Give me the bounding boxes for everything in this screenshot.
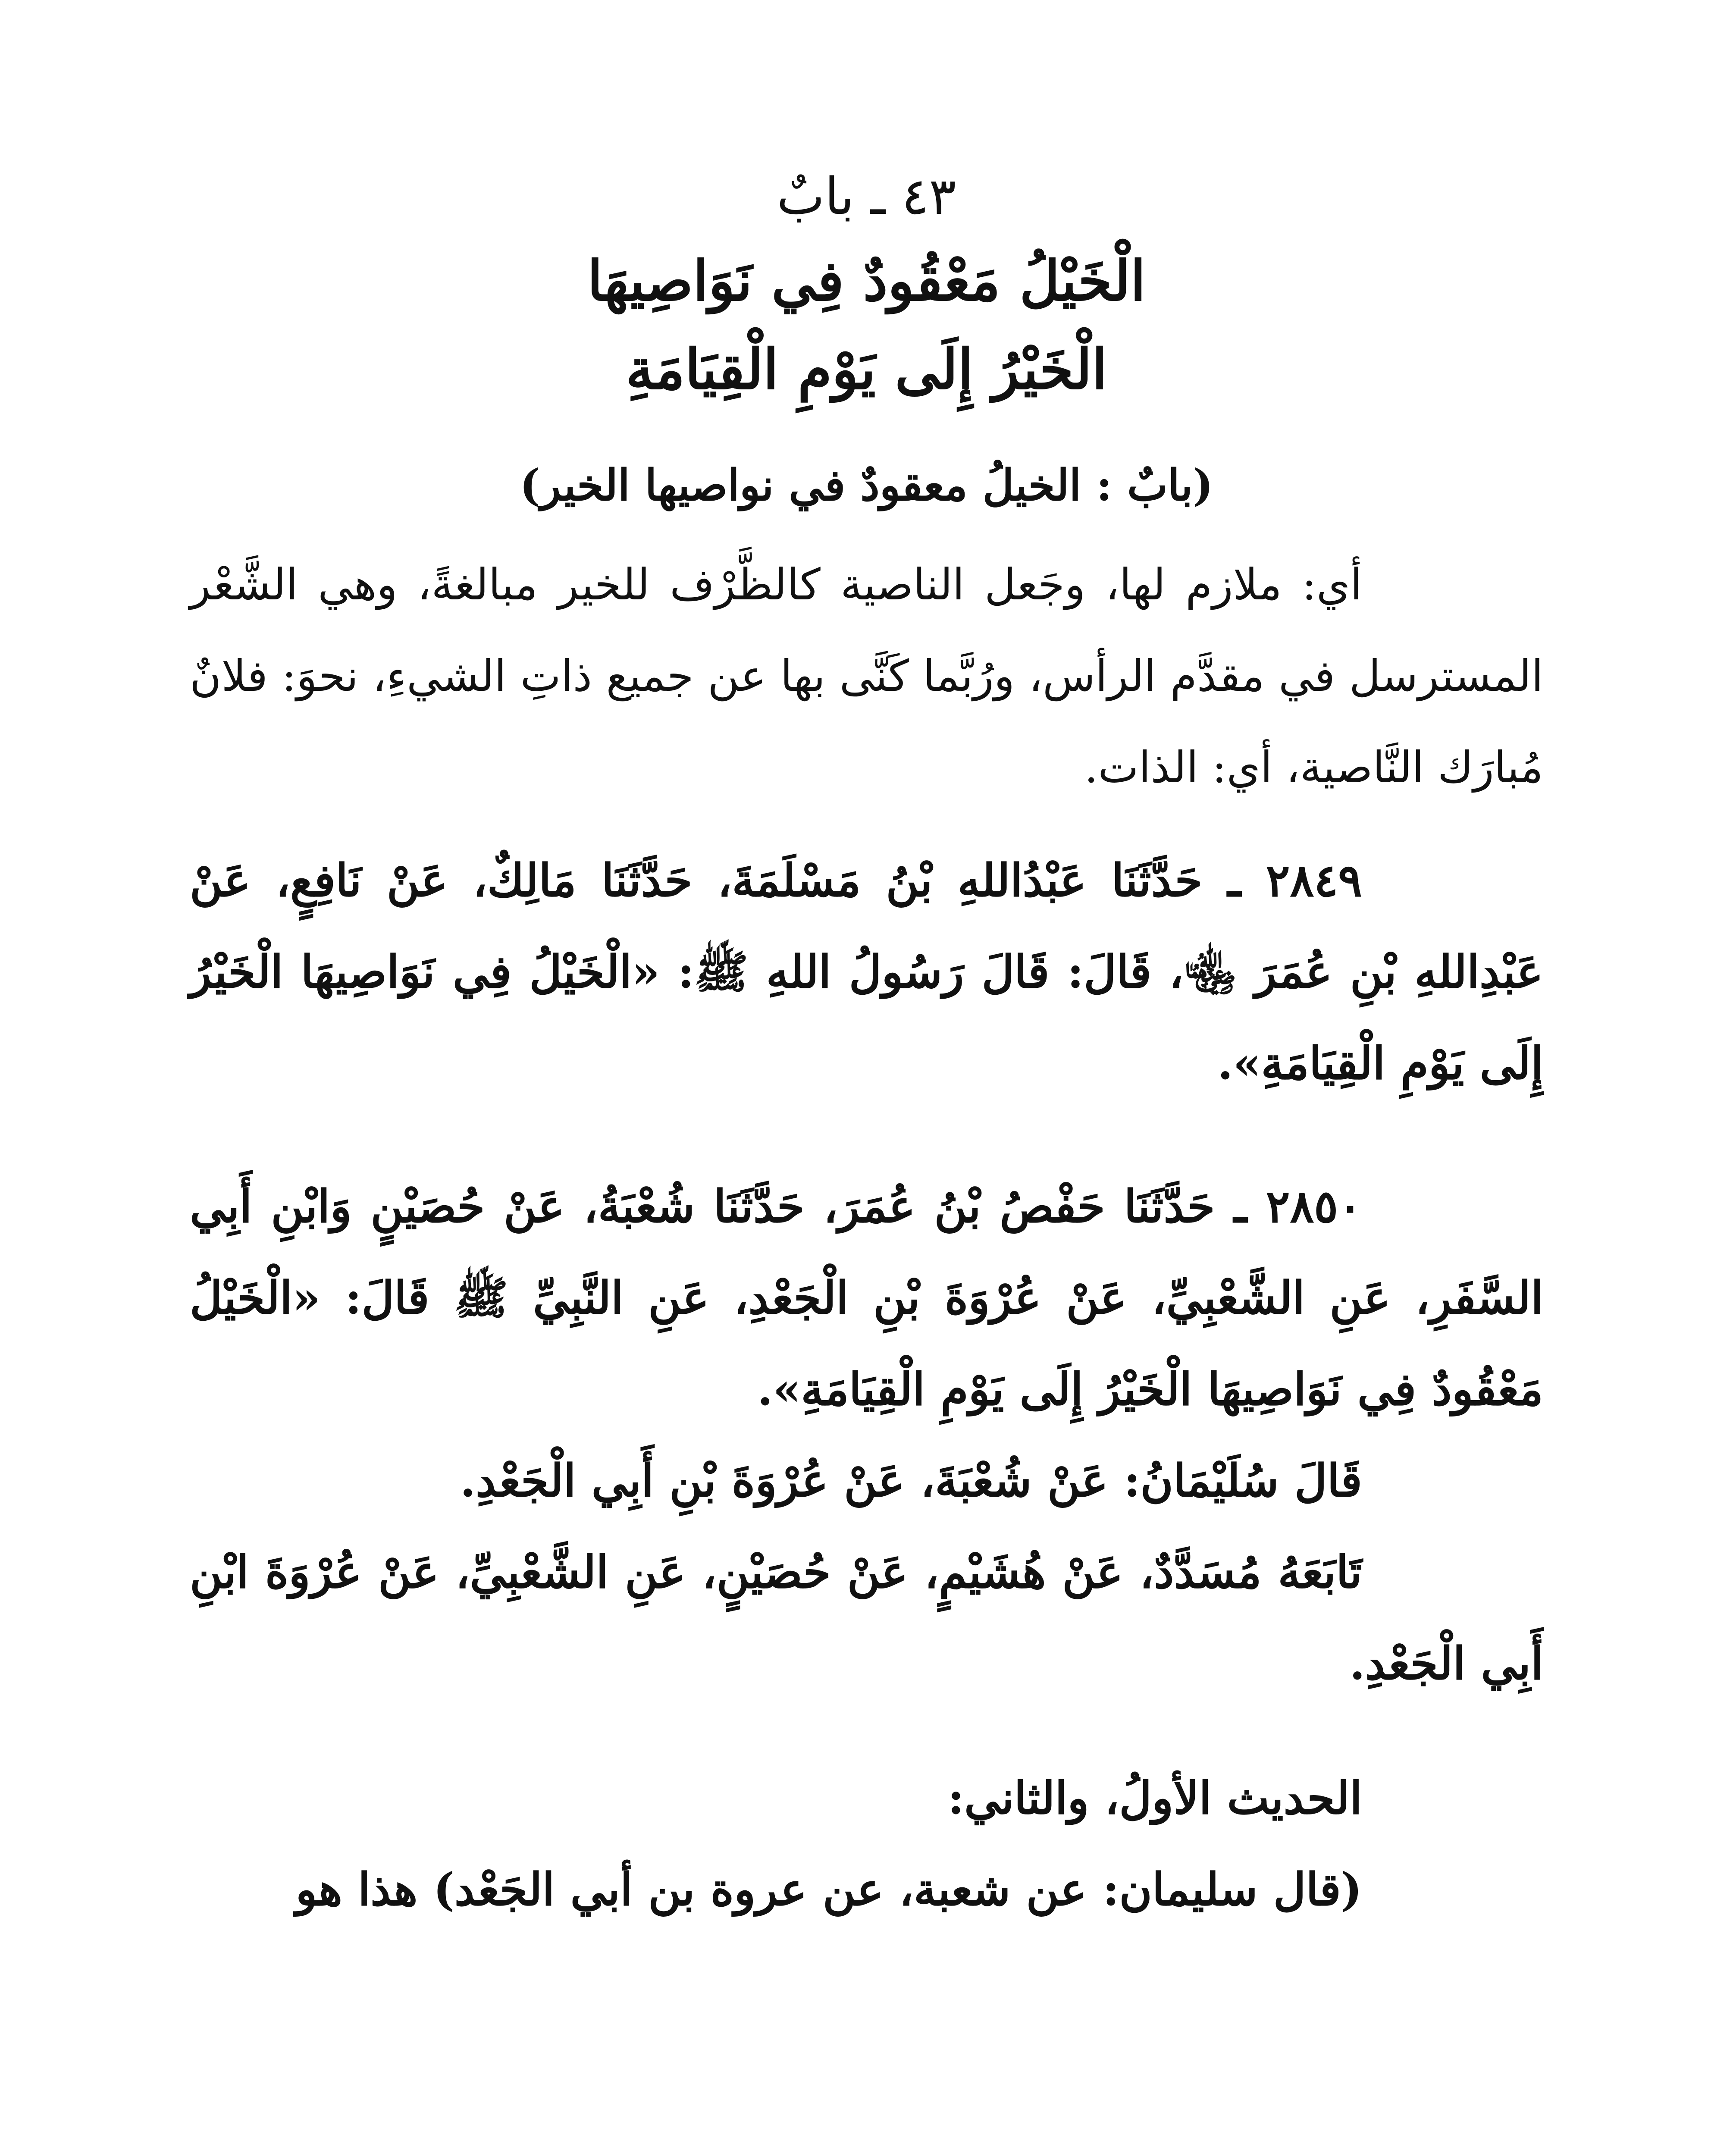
commentary-paragraph: أي: ملازم لها، وجَعل الناصية كالظَّرْف للخير مبالغةً، وهي الشَّعْر المسترسل في مقدَّم الرأس، ورُبَّما كَنَّى بها عن جميع ذاتِ الشيءِ، نحوَ: فلانٌ مُبارَك النَّاصية، أي: الذات. — [190, 559, 1543, 793]
commentary-heading: الحديث الأولُ، والثاني: — [947, 1771, 1362, 1824]
chapter-title-line-1: الْخَيْلُ مَعْقُودٌ فِي نَوَاصِيهَا — [587, 249, 1146, 313]
chapter-title — [190, 237, 1543, 414]
hadith-2849: ٢٨٤٩ ـ حَدَّثَنَا عَبْدُاللهِ بْنُ مَسْلَمَةَ، حَدَّثَنَا مَالِكٌ، عَنْ نَافِعٍ، عَنْ عَبْدِاللهِ بْنِ عُمَرَ ﵄، قَالَ: قَالَ رَسُولُ اللهِ ﷺ: «الْخَيْلُ فِي نَوَاصِيهَا الْخَيْرُ إِلَى يَوْمِ الْقِيَامَةِ». — [190, 854, 1543, 1090]
section-subtitle: (بابٌ : الخيلُ معقودٌ في نواصيها الخير) — [520, 460, 1213, 511]
hadith-2850: ٢٨٥٠ ـ حَدَّثَنَا حَفْصُ بْنُ عُمَرَ، حَدَّثَنَا شُعْبَةُ، عَنْ حُصَيْنٍ وَابْنِ أَبِي السَّفَرِ، عَنِ الشَّعْبِيِّ، عَنْ عُرْوَةَ بْنِ الْجَعْدِ، عَنِ النَّبِيِّ ﷺ قَالَ: «الْخَيْلُ مَعْقُودٌ فِي نَوَاصِيهَا الْخَيْرُ إِلَى يَوْمِ الْقِيَامَةِ». — [190, 1180, 1543, 1416]
qala-sulayman-line: قَالَ سُلَيْمَانُ: عَنْ شُعْبَةَ، عَنْ عُرْوَةَ بْنِ أَبِي الْجَعْدِ. — [460, 1454, 1362, 1507]
commentary-paragraph-2: (قال سليمان: عن شعبة، عن عروة بن أبي الجَعْد) هذا هو — [295, 1863, 1362, 1916]
tabaahu-paragraph: تَابَعَهُ مُسَدَّدٌ، عَنْ هُشَيْمٍ، عَنْ حُصَيْنٍ، عَنِ الشَّعْبِيِّ، عَنْ عُرْوَةَ ابْنِ أَبِي الْجَعْدِ. — [190, 1545, 1543, 1690]
chapter-heading: ٤٣ ـ بابٌ — [777, 166, 956, 226]
chapter-title-line-2: الْخَيْرُ إِلَى يَوْمِ الْقِيَامَةِ — [626, 337, 1107, 402]
